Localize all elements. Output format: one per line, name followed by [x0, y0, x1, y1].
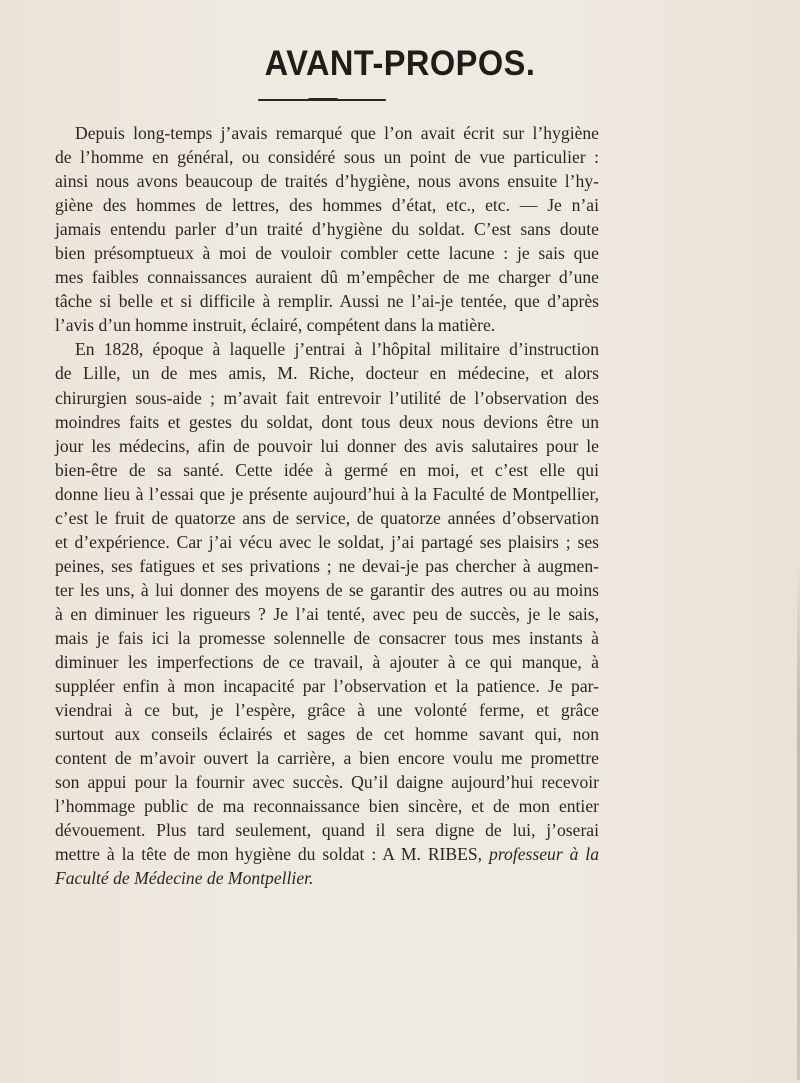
text-line: et d’expérience. Car j’ai vécu avec le soldat, j’ai partagé ses plaisirs ; ses: [55, 531, 599, 552]
text-line: tâche si belle et si difficile à remplir. Aussi ne l’ai-je tentée, que d’après: [55, 291, 599, 312]
text-line: moindres faits et gestes du soldat, dont tous deux nous devions être un: [55, 411, 599, 432]
text-line: dévouement. Plus tard seulement, quand il sera digne de lui, j’oserai: [55, 820, 599, 841]
text-line: donne lieu à l’essai que je présente aujourd’hui à la Faculté de Montpellier,: [55, 483, 599, 504]
text-line: peines, ses fatigues et ses privations ; ne devai-je pas chercher à augmen-: [55, 555, 599, 576]
text-line: ter les uns, à lui donner des moyens de se garantir des autres ou au moins: [55, 579, 599, 600]
text-line: de Lille, un de mes amis, M. Riche, docteur en médecine, et alors: [55, 363, 599, 384]
closing-italic-1: professeur à la: [489, 844, 599, 865]
text-line: mais je fais ici la promesse solennelle de consacrer tous mes instants à: [55, 627, 599, 648]
closing-text: mettre à la tête de mon hygiène du soldat : A M. RIBES,: [55, 844, 483, 865]
closing-italic-2: Faculté de Médecine de Montpellier.: [55, 868, 314, 889]
text-line: ainsi nous avons beaucoup de traités d’hygiène, nous avons ensuite l’hy-: [55, 171, 599, 192]
text-line: l’hommage public de ma reconnaissance bien sincère, et de mon entier: [55, 796, 599, 817]
text-line: content de m’avoir ouvert la carrière, a bien encore voulu me promettre: [55, 748, 599, 769]
text-line: à en diminuer les rigueurs ? Je l’ai tenté, avec peu de succès, je le sais,: [55, 603, 599, 624]
text-line: Depuis long-temps j’avais remarqué que l’on avait écrit sur l’hygiène: [75, 123, 599, 143]
text-line: suppléer enfin à mon incapacité par l’observation et la patience. Je par-: [55, 676, 599, 697]
text-line: giène des hommes de lettres, des hommes d’état, etc., etc. — Je n’ai: [55, 195, 599, 216]
title-divider: [258, 99, 386, 101]
text-line: de l’homme en général, ou considéré sous un point de vue particulier :: [55, 147, 599, 168]
text-line: bien-être de sa santé. Cette idée à germé en moi, et c’est elle qui: [55, 459, 599, 480]
text-line: son appui pour la fournir avec succès. Qu’il daigne aujourd’hui recevoir: [55, 772, 599, 793]
text-line: jour les médecins, afin de pouvoir lui donner des avis salutaires pour le: [55, 435, 599, 456]
text-line-closing: [55, 842, 599, 866]
text-line: l’avis d’un homme instruit, éclairé, compétent dans la matière.: [55, 315, 496, 336]
text-line: chirurgien sous-aide ; m’avait fait entrevoir l’utilité de l’observation des: [55, 387, 599, 408]
text-line: viendrai à ce but, je l’espère, grâce à une volonté ferme, et grâce: [55, 700, 599, 721]
text-line: surtout aux conseils éclairés et sages de cet homme savant qui, non: [55, 724, 599, 745]
text-line: diminuer les imperfections de ce travail, à ajouter à ce qui manque, à: [55, 652, 599, 673]
text-line: c’est le fruit de quatorze ans de service, de quatorze années d’observation: [55, 507, 599, 528]
text-line: mes faibles connaissances auraient dû m’empêcher de me charger d’une: [55, 267, 599, 288]
text-line: En 1828, époque à laquelle j’entrai à l’hôpital militaire d’instruction: [75, 339, 599, 360]
text-line: jamais entendu parler d’un traité d’hygiène du soldat. C’est sans doute: [55, 219, 599, 240]
body-text: [55, 121, 599, 891]
page-title: AVANT-PROPOS.: [264, 44, 536, 83]
text-line: bien présomptueux à moi de vouloir combler cette lacune : je sais que: [55, 243, 599, 264]
